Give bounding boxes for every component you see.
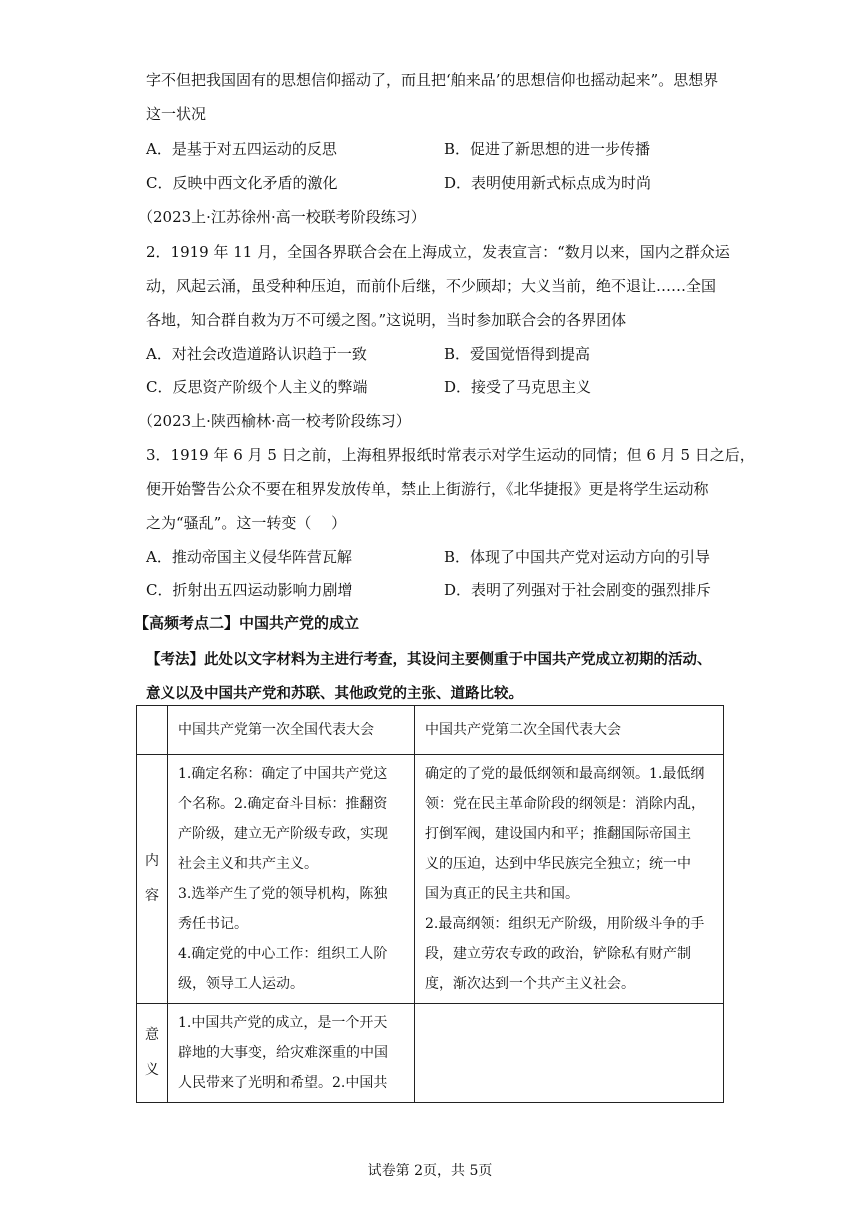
congress-comparison-table xyxy=(136,705,724,1103)
q2-stem-line-2: 动，风起云涌，虽受种种压迫，而前仆后继，不少顾却；大义当前，绝不退让……全国 xyxy=(146,277,717,295)
q2-stem-line-3: 各地，知合群自救为万不可缓之图。”这说明，当时参加联合会的各界团体 xyxy=(146,311,627,329)
second-congress-content-cell xyxy=(415,755,724,1004)
q2-option-a: A．对社会改造道路认识趋于一致 xyxy=(146,345,367,363)
table-corner-cell xyxy=(137,706,168,755)
second-congress-line: 段，建立劳农专政的政治，铲除私有财产制 xyxy=(425,946,691,962)
q2-stem-line-1: 2．1919 年 11 月，全国各界联合会在上海成立，发表宣言：“数月以来，国内之群众运 xyxy=(146,243,730,261)
method-line-2: 意义以及中国共产党和苏联、其他政党的主张、道路比较。 xyxy=(146,686,523,702)
row-label-significance-char-1: 意 xyxy=(145,1027,159,1043)
first-congress-line: 个名称。2.确定奋斗目标：推翻资 xyxy=(178,796,388,812)
section-heading: 【高频考点二】中国共产党的成立 xyxy=(134,614,360,632)
second-congress-line: 2.最高纲领：组织无产阶级，用阶级斗争的手 xyxy=(425,916,705,932)
table-header-second-congress: 中国共产党第二次全国代表大会 xyxy=(415,706,724,755)
significance-cell xyxy=(168,1004,415,1103)
significance-empty-cell xyxy=(415,1004,724,1103)
first-congress-line: 级，领导工人运动。 xyxy=(178,976,304,992)
table-header-first-congress: 中国共产党第一次全国代表大会 xyxy=(168,706,415,755)
first-congress-line: 1.确定名称：确定了中国共产党这 xyxy=(178,766,388,782)
row-label-significance-char-2: 义 xyxy=(145,1062,159,1078)
second-congress-line: 确定的了党的最低纲领和最高纲领。1.最低纲 xyxy=(425,766,705,782)
page-footer: 试卷第 2页，共 5页 xyxy=(367,1163,493,1179)
q1-option-b: B．促进了新思想的进一步传播 xyxy=(444,140,651,158)
q1-stem-line-1: 字不但把我国固有的思想信仰摇动了，而且把‘舶来品’的思想信仰也摇动起来”。思想界 xyxy=(146,71,719,89)
first-congress-content-cell xyxy=(168,755,415,1004)
first-congress-line: 秀任书记。 xyxy=(178,916,248,932)
q3-stem-line-3: 之为“骚乱”。这一转变（ ） xyxy=(146,514,347,532)
method-line-1: 【考法】此处以文字材料为主进行考查，其设问主要侧重于中国共产党成立初期的活动、 xyxy=(146,652,712,668)
table-header-row xyxy=(137,706,724,755)
row-label-content xyxy=(137,755,168,1004)
row-label-content-char-2: 容 xyxy=(145,888,159,904)
q3-option-b: B．体现了中国共产党对运动方向的引导 xyxy=(444,548,711,566)
first-congress-line: 3.选举产生了党的领导机构，陈独 xyxy=(178,886,388,902)
q3-option-c: C．折射出五四运动影响力剧增 xyxy=(146,581,353,599)
first-congress-line: 社会主义和共产主义。 xyxy=(178,856,318,872)
first-congress-line: 产阶级，建立无产阶级专政，实现 xyxy=(178,826,388,842)
q3-option-a: A．推动帝国主义侵华阵营瓦解 xyxy=(146,548,352,566)
second-congress-line: 打倒军阀，建设国内和平；推翻国际帝国主 xyxy=(425,826,691,842)
second-congress-line: 国为真正的民主共和国。 xyxy=(425,886,579,902)
significance-line: 1.中国共产党的成立，是一个开天 xyxy=(178,1015,388,1031)
first-congress-line: 4.确定党的中心工作：组织工人阶 xyxy=(178,946,388,962)
second-congress-line: 领：党在民主革命阶段的纲领是：消除内乱， xyxy=(425,796,705,812)
q2-option-c: C．反思资产阶级个人主义的弊端 xyxy=(146,378,368,396)
q1-stem-line-2: 这一状况 xyxy=(146,105,207,123)
q1-option-a: A．是基于对五四运动的反思 xyxy=(146,140,337,158)
significance-line: 人民带来了光明和希望。2.中国共 xyxy=(178,1075,388,1091)
q3-source: （2023上·陕西榆林·高一校考阶段练习） xyxy=(138,412,411,430)
q2-option-d: D．接受了马克思主义 xyxy=(444,378,592,396)
row-label-significance xyxy=(137,1004,168,1103)
table-row-content xyxy=(137,755,724,1004)
q1-option-c: C．反映中西文化矛盾的激化 xyxy=(146,174,338,192)
row-label-content-char-1: 内 xyxy=(145,853,159,869)
significance-line: 辟地的大事变，给灾难深重的中国 xyxy=(178,1045,388,1061)
second-congress-line: 义的压迫，达到中华民族完全独立；统一中 xyxy=(425,856,691,872)
q3-option-d: D．表明了列强对于社会剧变的强烈排斥 xyxy=(444,581,712,599)
q2-option-b: B．爱国觉悟得到提高 xyxy=(444,345,591,363)
q3-stem-line-2: 便开始警告公众不要在租界发放传单，禁止上街游行，《北华捷报》更是将学生运动称 xyxy=(146,480,709,498)
q2-source: （2023上·江苏徐州·高一校联考阶段练习） xyxy=(138,208,426,226)
table-row-significance xyxy=(137,1004,724,1103)
q1-option-d: D．表明使用新式标点成为时尚 xyxy=(444,174,652,192)
second-congress-line: 度，渐次达到一个共产主义社会。 xyxy=(425,976,635,992)
q3-stem-line-1: 3．1919 年 6 月 5 日之前，上海租界报纸时常表示对学生运动的同情；但 6 月 5 日之后， xyxy=(146,446,755,464)
